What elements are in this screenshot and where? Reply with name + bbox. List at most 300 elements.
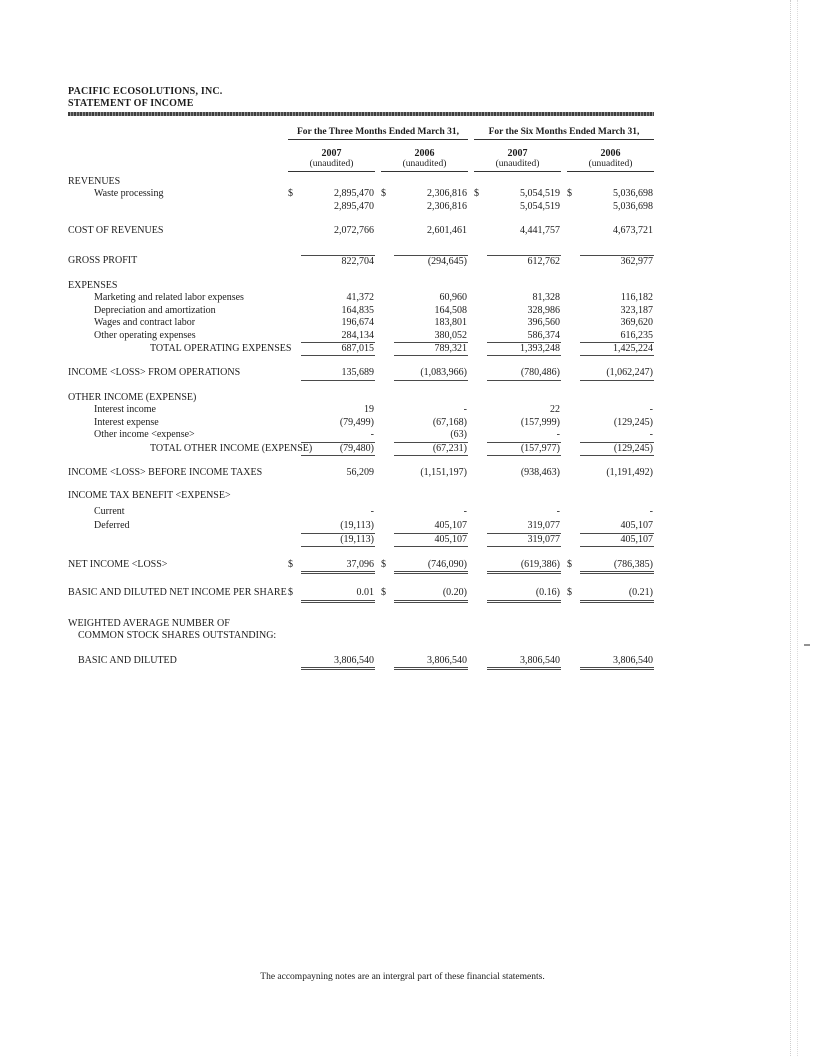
amount-value: 405,107 (580, 534, 654, 547)
table-row (68, 201, 654, 213)
table-row (68, 506, 654, 518)
dollar-sign (474, 655, 487, 670)
row-label: Marketing and related labor expenses (94, 292, 244, 304)
amount-cell (288, 520, 375, 533)
amount-cell (381, 176, 468, 188)
dollar-sign: $ (567, 188, 572, 200)
amount-value: (938,463) (520, 466, 560, 478)
table-row (68, 176, 654, 188)
table-row (68, 559, 654, 574)
amount-value: (1,083,966) (394, 367, 468, 380)
amount-value (580, 630, 654, 642)
amount-cell (381, 392, 468, 404)
dollar-sign (381, 343, 394, 356)
dollar-sign: $ (567, 558, 572, 570)
amount-cell (474, 520, 561, 533)
amount-value (487, 618, 561, 630)
amount-value: 22 (550, 404, 560, 416)
amount-value: (63) (394, 429, 468, 442)
amount-cell (567, 587, 654, 602)
amount-cell (567, 176, 654, 188)
amount-value: - (301, 429, 375, 442)
amount-cell (474, 317, 561, 329)
dollar-sign (288, 467, 301, 479)
amount-value: (1,062,247) (580, 367, 654, 380)
period-group-header-three-months: For the Three Months Ended March 31, (288, 127, 468, 140)
table-row (68, 417, 654, 429)
dollar-sign (381, 655, 394, 670)
amount-value: (0.21) (580, 587, 654, 602)
amount-value (487, 280, 561, 292)
dollar-sign (381, 305, 394, 317)
amount-value: - (649, 505, 653, 517)
amount-cell (288, 392, 375, 404)
row-label: COST OF REVENUES (68, 225, 164, 237)
amount-value: - (463, 404, 467, 416)
year-label: 2006 (600, 148, 621, 159)
amount-cell (288, 330, 375, 343)
amount-value: 789,321 (394, 343, 468, 356)
period-group-row (68, 127, 654, 140)
amount-value: 380,052 (394, 330, 468, 343)
amount-cell (288, 618, 375, 630)
dollar-sign (381, 618, 394, 630)
amount-cell (474, 618, 561, 630)
table-row (68, 292, 654, 304)
amount-value: 2,306,816 (427, 188, 467, 200)
amount-value (301, 490, 375, 502)
amount-cell (381, 330, 468, 343)
dollar-sign (474, 630, 487, 642)
dollar-sign (474, 292, 487, 304)
amount-cell (381, 317, 468, 329)
dollar-sign (381, 317, 394, 329)
amount-value: 41,372 (346, 292, 374, 304)
dollar-sign (474, 255, 487, 268)
dollar-sign (567, 225, 580, 237)
amount-value (580, 618, 654, 630)
dollar-sign (567, 655, 580, 670)
amount-cell (288, 587, 375, 602)
dollar-sign (381, 630, 394, 642)
amount-cell (288, 201, 375, 213)
amount-cell (381, 305, 468, 317)
dollar-sign (381, 280, 394, 292)
amount-value (301, 630, 375, 642)
table-row (68, 429, 654, 442)
amount-value: 405,107 (394, 534, 468, 547)
amount-cell (381, 225, 468, 237)
amount-cell (288, 429, 375, 442)
header-rule (68, 112, 654, 116)
amount-cell (474, 225, 561, 237)
row-label: Interest expense (94, 416, 159, 428)
year-header-row (68, 148, 654, 172)
dollar-sign (288, 280, 301, 292)
amount-value: 183,801 (434, 317, 467, 329)
dollar-sign (288, 655, 301, 670)
dollar-sign: $ (474, 188, 479, 200)
dollar-sign (567, 201, 580, 213)
amount-value (394, 490, 468, 502)
amount-cell (288, 280, 375, 292)
dollar-sign (288, 255, 301, 268)
amount-cell (567, 255, 654, 268)
amount-value: 4,441,757 (520, 225, 560, 237)
table-row (68, 225, 654, 237)
amount-cell (474, 201, 561, 213)
dollar-sign (288, 429, 301, 442)
dollar-sign (474, 417, 487, 429)
dollar-sign (567, 330, 580, 343)
row-label: TOTAL OPERATING EXPENSES (150, 343, 292, 355)
amount-cell (381, 255, 468, 268)
amount-cell (381, 506, 468, 518)
amount-value: 405,107 (580, 520, 654, 533)
amount-value (580, 176, 654, 188)
amount-value: (19,113) (301, 520, 375, 533)
dollar-sign (474, 587, 487, 602)
dollar-sign (288, 630, 301, 642)
row-label: GROSS PROFIT (68, 254, 138, 266)
dollar-sign (474, 443, 487, 456)
amount-cell (381, 559, 468, 574)
row-label (68, 201, 282, 213)
dollar-sign (474, 467, 487, 479)
dollar-sign (474, 330, 487, 343)
amount-cell (288, 255, 375, 268)
amount-value: - (649, 404, 653, 416)
row-label: BASIC AND DILUTED NET INCOME PER SHARE (68, 587, 287, 599)
scan-mark-artifact (804, 644, 810, 646)
amount-cell (474, 392, 561, 404)
amount-cell (288, 534, 375, 547)
amount-cell (567, 490, 654, 502)
amount-value: 586,374 (487, 330, 561, 343)
table-row (68, 443, 654, 456)
amount-value: 19 (364, 404, 374, 416)
table-row (68, 404, 654, 416)
unaudited-note: (unaudited) (495, 159, 540, 169)
dollar-sign (474, 343, 487, 356)
amount-value: 135,689 (301, 367, 375, 380)
amount-value: 37,096 (301, 559, 375, 574)
amount-value: - (370, 505, 374, 517)
amount-cell (288, 225, 375, 237)
amount-value: 164,508 (434, 304, 467, 316)
dollar-sign (381, 367, 394, 380)
amount-value (301, 176, 375, 188)
dollar-sign (567, 520, 580, 533)
row-label: Depreciation and amortization (94, 304, 216, 316)
dollar-sign (288, 367, 301, 380)
dollar-sign (381, 201, 394, 213)
amount-value: (67,168) (432, 416, 467, 428)
amount-cell (381, 443, 468, 456)
amount-cell (288, 506, 375, 518)
dollar-sign (288, 330, 301, 343)
amount-cell (474, 587, 561, 602)
amount-cell (381, 618, 468, 630)
dollar-sign (567, 630, 580, 642)
amount-cell (567, 392, 654, 404)
amount-value: 81,328 (532, 292, 560, 304)
amount-cell (381, 429, 468, 442)
dollar-sign (474, 618, 487, 630)
amount-cell (474, 330, 561, 343)
dollar-sign (381, 392, 394, 404)
dollar-sign (288, 201, 301, 213)
dollar-sign (474, 317, 487, 329)
amount-cell (474, 292, 561, 304)
dollar-sign (567, 429, 580, 442)
amount-cell (567, 280, 654, 292)
dollar-sign (567, 443, 580, 456)
amount-value: 2,306,816 (427, 200, 467, 212)
row-label: INCOME TAX BENEFIT <EXPENSE> (68, 490, 231, 502)
amount-value (580, 392, 654, 404)
amount-cell (381, 520, 468, 533)
amount-cell (474, 506, 561, 518)
dollar-sign (567, 618, 580, 630)
amount-value: (780,486) (487, 367, 561, 380)
dollar-sign (381, 404, 394, 416)
dollar-sign (381, 225, 394, 237)
dollar-sign (567, 506, 580, 518)
dollar-sign (474, 392, 487, 404)
amount-cell (288, 490, 375, 502)
amount-value (301, 392, 375, 404)
row-label: REVENUES (68, 176, 121, 187)
row-label: WEIGHTED AVERAGE NUMBER OF (68, 617, 230, 629)
amount-cell (567, 201, 654, 213)
footer-note: The accompayning notes are an intergral part of these financial statements. (260, 972, 545, 982)
amount-value: 5,036,698 (613, 200, 653, 212)
dollar-sign: $ (381, 587, 386, 599)
amount-value: (157,977) (487, 443, 561, 456)
dollar-sign (474, 225, 487, 237)
row-label: INCOME <LOSS> BEFORE INCOME TAXES (68, 466, 263, 478)
dollar-sign (474, 559, 487, 574)
scan-edge-artifact (790, 0, 798, 1056)
row-label: TOTAL OTHER INCOME (EXPENSE) (150, 442, 313, 454)
amount-cell (567, 630, 654, 642)
amount-value: 2,895,470 (334, 188, 374, 200)
amount-value: 612,762 (487, 255, 561, 268)
dollar-sign (567, 343, 580, 356)
amount-value (487, 176, 561, 188)
row-label: Wages and contract labor (94, 317, 196, 329)
amount-value: 362,977 (580, 255, 654, 268)
period-group-header-six-months: For the Six Months Ended March 31, (474, 127, 654, 140)
amount-cell (474, 655, 561, 670)
amount-value: 5,054,519 (520, 200, 560, 212)
spacer-cell (68, 127, 282, 140)
column-headers (68, 127, 654, 172)
amount-value (487, 630, 561, 642)
amount-value: 3,806,540 (487, 655, 561, 670)
amount-value (487, 490, 561, 502)
amount-cell (288, 467, 375, 479)
amount-value: (1,151,197) (420, 466, 467, 478)
amount-value: 822,704 (301, 255, 375, 268)
amount-cell (567, 443, 654, 456)
amount-value: 2,601,461 (427, 225, 467, 237)
amount-value: 369,620 (620, 317, 653, 329)
dollar-sign (567, 305, 580, 317)
amount-cell (567, 188, 654, 200)
dollar-sign: $ (288, 587, 293, 599)
amount-cell (381, 467, 468, 479)
income-table (68, 176, 654, 670)
amount-cell (567, 534, 654, 547)
amount-value: 616,235 (580, 330, 654, 343)
amount-cell (567, 655, 654, 670)
amount-value: (294,645) (394, 255, 468, 268)
amount-cell (381, 587, 468, 602)
dollar-sign: $ (288, 558, 293, 570)
amount-value: 328,986 (527, 304, 560, 316)
dollar-sign (381, 520, 394, 533)
table-row (68, 317, 654, 329)
amount-cell (474, 305, 561, 317)
dollar-sign (381, 176, 394, 188)
amount-cell (474, 367, 561, 380)
amount-cell (288, 417, 375, 429)
row-label: Current (94, 505, 125, 517)
amount-value: 3,806,540 (301, 655, 375, 670)
amount-cell (567, 305, 654, 317)
dollar-sign (288, 618, 301, 630)
dollar-sign (474, 280, 487, 292)
unaudited-note: (unaudited) (309, 159, 354, 169)
dollar-sign (567, 255, 580, 268)
amount-value: (129,245) (580, 443, 654, 456)
row-label: COMMON STOCK SHARES OUTSTANDING: (78, 630, 277, 642)
amount-value: (67,231) (394, 443, 468, 456)
amount-value: 1,393,248 (487, 343, 561, 356)
amount-value: (79,499) (339, 416, 374, 428)
amount-cell (381, 367, 468, 380)
amount-value (394, 630, 468, 642)
amount-value: 1,425,224 (580, 343, 654, 356)
amount-cell (288, 559, 375, 574)
amount-value: 396,560 (527, 317, 560, 329)
dollar-sign (474, 305, 487, 317)
table-row (68, 587, 654, 602)
amount-cell (474, 255, 561, 268)
amount-value: - (556, 505, 560, 517)
dollar-sign (288, 292, 301, 304)
amount-cell (288, 443, 375, 456)
table-row (68, 330, 654, 343)
dollar-sign (567, 534, 580, 547)
amount-value (301, 280, 375, 292)
row-label (68, 534, 282, 547)
table-row (68, 188, 654, 200)
amount-cell (474, 404, 561, 416)
dollar-sign (288, 404, 301, 416)
amount-value: 5,054,519 (520, 188, 560, 200)
amount-cell (474, 343, 561, 356)
amount-value (301, 618, 375, 630)
amount-value: - (580, 429, 654, 442)
amount-value: 4,673,721 (613, 225, 653, 237)
amount-value: (129,245) (613, 416, 653, 428)
amount-cell (474, 630, 561, 642)
dollar-sign (567, 280, 580, 292)
dollar-sign (381, 417, 394, 429)
amount-cell (567, 429, 654, 442)
amount-cell (288, 343, 375, 356)
amount-value: 284,134 (301, 330, 375, 343)
dollar-sign (474, 490, 487, 502)
amount-value: (786,385) (580, 559, 654, 574)
dollar-sign (474, 429, 487, 442)
amount-cell (474, 429, 561, 442)
table-row (68, 255, 654, 268)
row-label: Other income <expense> (94, 429, 195, 441)
row-label: OTHER INCOME (EXPENSE) (68, 391, 197, 403)
amount-cell (381, 655, 468, 670)
amount-cell (381, 404, 468, 416)
amount-cell (474, 188, 561, 200)
dollar-sign: $ (381, 558, 386, 570)
dollar-sign (567, 490, 580, 502)
dollar-sign (381, 330, 394, 343)
dollar-sign (288, 392, 301, 404)
dollar-sign (567, 392, 580, 404)
dollar-sign (288, 506, 301, 518)
table-row (68, 305, 654, 317)
dollar-sign (567, 417, 580, 429)
dollar-sign (474, 534, 487, 547)
amount-value (394, 176, 468, 188)
dollar-sign (474, 506, 487, 518)
table-row (68, 520, 654, 533)
statement-content (68, 86, 654, 670)
amount-cell (567, 467, 654, 479)
amount-cell (381, 201, 468, 213)
row-label: Waste processing (94, 188, 164, 200)
amount-cell (381, 292, 468, 304)
dollar-sign (567, 367, 580, 380)
dollar-sign (567, 176, 580, 188)
dollar-sign (474, 201, 487, 213)
dollar-sign (381, 443, 394, 456)
row-label: Interest income (94, 404, 156, 416)
amount-cell (288, 655, 375, 670)
dollar-sign (288, 520, 301, 533)
amount-cell (381, 188, 468, 200)
dollar-sign (474, 404, 487, 416)
year-header (381, 148, 468, 172)
amount-cell (288, 305, 375, 317)
amount-value (394, 618, 468, 630)
dollar-sign (567, 467, 580, 479)
amount-value (394, 280, 468, 292)
amount-cell (381, 343, 468, 356)
dollar-sign (288, 225, 301, 237)
amount-value: 5,036,698 (613, 188, 653, 200)
dollar-sign (567, 292, 580, 304)
amount-cell (474, 559, 561, 574)
amount-value: 164,835 (341, 304, 374, 316)
amount-cell (567, 559, 654, 574)
amount-cell (474, 417, 561, 429)
dollar-sign: $ (567, 587, 572, 599)
amount-value: (79,480) (301, 443, 375, 456)
